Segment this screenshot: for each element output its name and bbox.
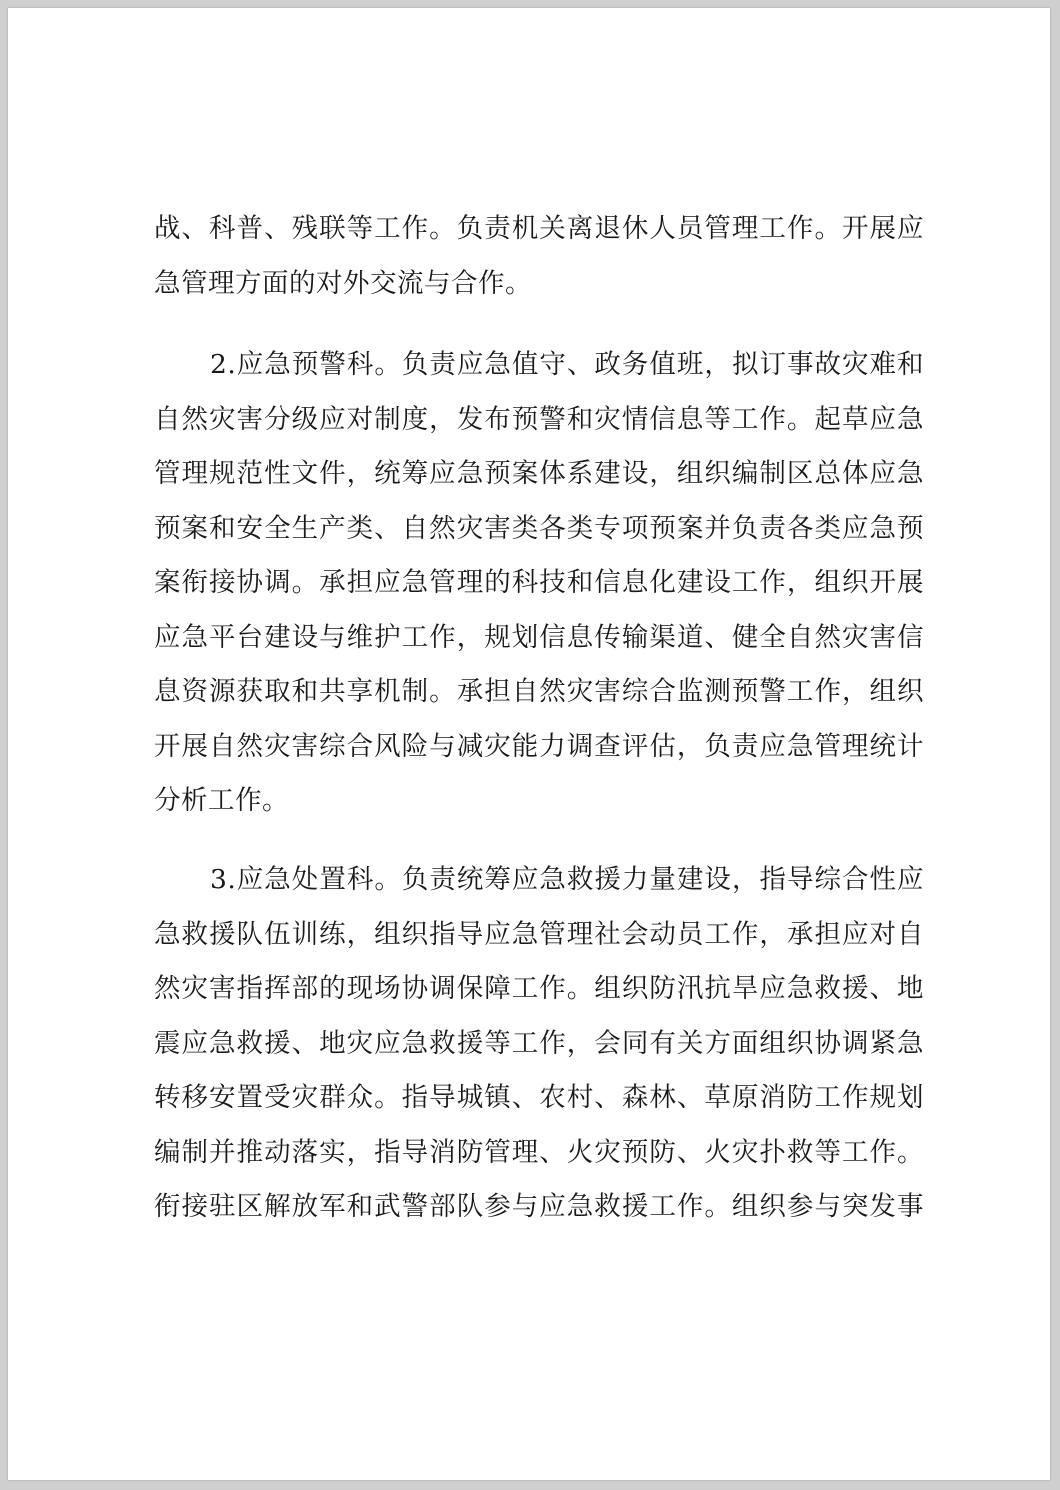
paragraph-line: 衔接驻区解放军和武警部队参与应急救援工作。组织参与突发事	[154, 1191, 924, 1222]
paragraph-line: 震应急救援、地灾应急救援等工作，会同有关方面组织协调紧急	[154, 1027, 924, 1059]
paragraph-line: 管理规范性文件，统筹应急预案体系建设，组织编制区总体应急	[154, 458, 924, 489]
paragraph-line: 战、科普、残联等工作。负责机关离退休人员管理工作。开展应	[154, 213, 924, 244]
paragraph-3-emergency-response-section	[154, 853, 924, 1235]
paragraph-line: 息资源获取和共享机制。承担自然灾害综合监测预警工作，组织	[154, 676, 924, 707]
paragraph-line: 3.应急处置科。负责统筹应急救援力量建设，指导综合性应	[210, 864, 924, 895]
paragraph-line: 编制并推动落实，指导消防管理、火灾预防、火灾扑救等工作。	[154, 1136, 924, 1168]
paragraph-line: 应急平台建设与维护工作，规划信息传输渠道、健全自然灾害信	[154, 621, 924, 653]
paragraph-line: 案衔接协调。承担应急管理的科技和信息化建设工作，组织开展	[154, 567, 924, 598]
paragraph-line: 开展自然灾害综合风险与减灾能力调查评估，负责应急管理统计	[154, 730, 924, 762]
paragraph-line: 急救援队伍训练，组织指导应急管理社会动员工作，承担应对自	[154, 918, 924, 950]
paragraph-line: 自然灾害分级应对制度，发布预警和灾情信息等工作。起草应急	[154, 403, 924, 435]
paragraph-2-emergency-warning-section	[154, 338, 924, 829]
paragraph-line: 预案和安全生产类、自然灾害类各类专项预案并负责各类应急预	[154, 512, 924, 544]
paragraph-line: 分析工作。	[154, 785, 289, 816]
paragraph-1	[154, 202, 924, 311]
paragraph-line: 急管理方面的对外交流与合作。	[154, 267, 532, 299]
document-page	[8, 8, 1050, 1480]
paragraph-line: 2.应急预警科。负责应急值守、政务值班，拟订事故灾难和	[210, 349, 924, 380]
paragraph-line: 然灾害指挥部的现场协调保障工作。组织防汛抗旱应急救援、地	[154, 973, 924, 1004]
paragraph-line: 转移安置受灾群众。指导城镇、农村、森林、草原消防工作规划	[154, 1082, 924, 1113]
